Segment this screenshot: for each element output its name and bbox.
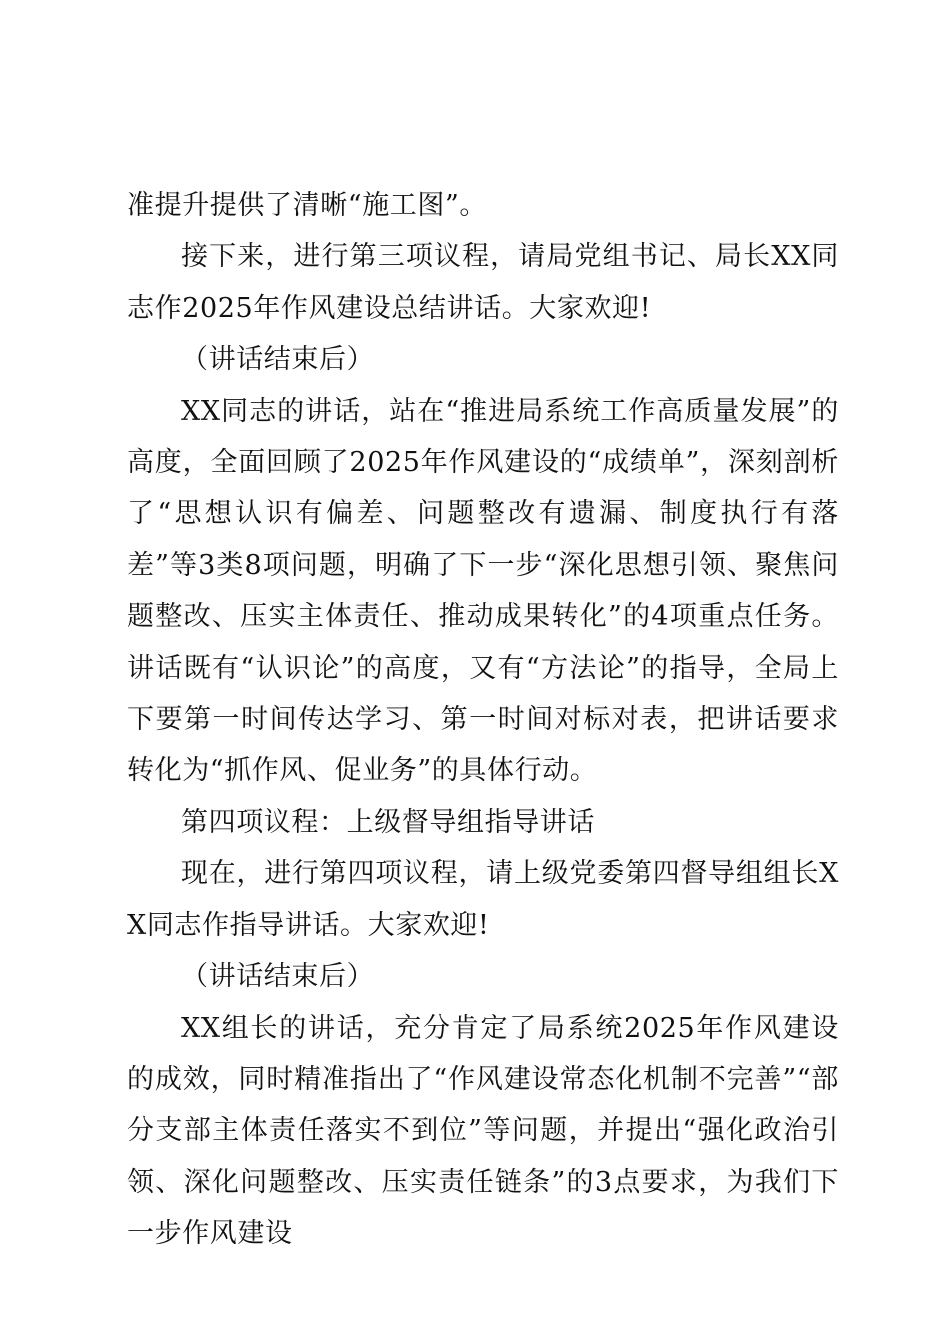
supervisor-speech-summary-paragraph: XX组长的讲话，充分肯定了局系统2025年作风建设的成效，同时精准指出了“作风建设常态化机制不完善”“部分支部主体责任落实不到位”等问题，并提出“强化政治引领、深化问题整改、压实责任链条”的3点要求，为我们下一步作风建设 — [127, 1012, 839, 1250]
agenda-item-three-paragraph: 接下来，进行第三项议程，请局党组书记、局长XX同志作2025年作风建设总结讲话。大家欢迎! — [127, 241, 839, 324]
agenda-item-four-heading: 第四项议程：上级督导组指导讲话 — [181, 806, 595, 838]
speech-ended-note: （讲话结束后） — [181, 344, 375, 376]
agenda-item-four-paragraph: 现在，进行第四项议程，请上级党委第四督导组组长XX同志作指导讲话。大家欢迎! — [127, 858, 839, 941]
speech-ended-note-2: （讲话结束后） — [181, 961, 375, 993]
continuation-paragraph: 准提升提供了清晰“施工图”。 — [127, 190, 488, 221]
document-body — [127, 180, 839, 1260]
speech-summary-paragraph: XX同志的讲话，站在“推进局系统工作高质量发展”的高度，全面回顾了2025年作风建设的“成绩单”，深刻剖析了“思想认识有偏差、问题整改有遗漏、制度执行有落差”等3类8项问题，明确了下一步“深化思想引领、聚焦问题整改、压实主体责任、推动成果转化”的4项重点任务。讲话既有“认识论”的高度，又有“方法论”的指导，全局上下要第一时间传达学习、第一时间对标对表，把讲话要求转化为“抓作风、促业务”的具体行动。 — [127, 395, 839, 787]
